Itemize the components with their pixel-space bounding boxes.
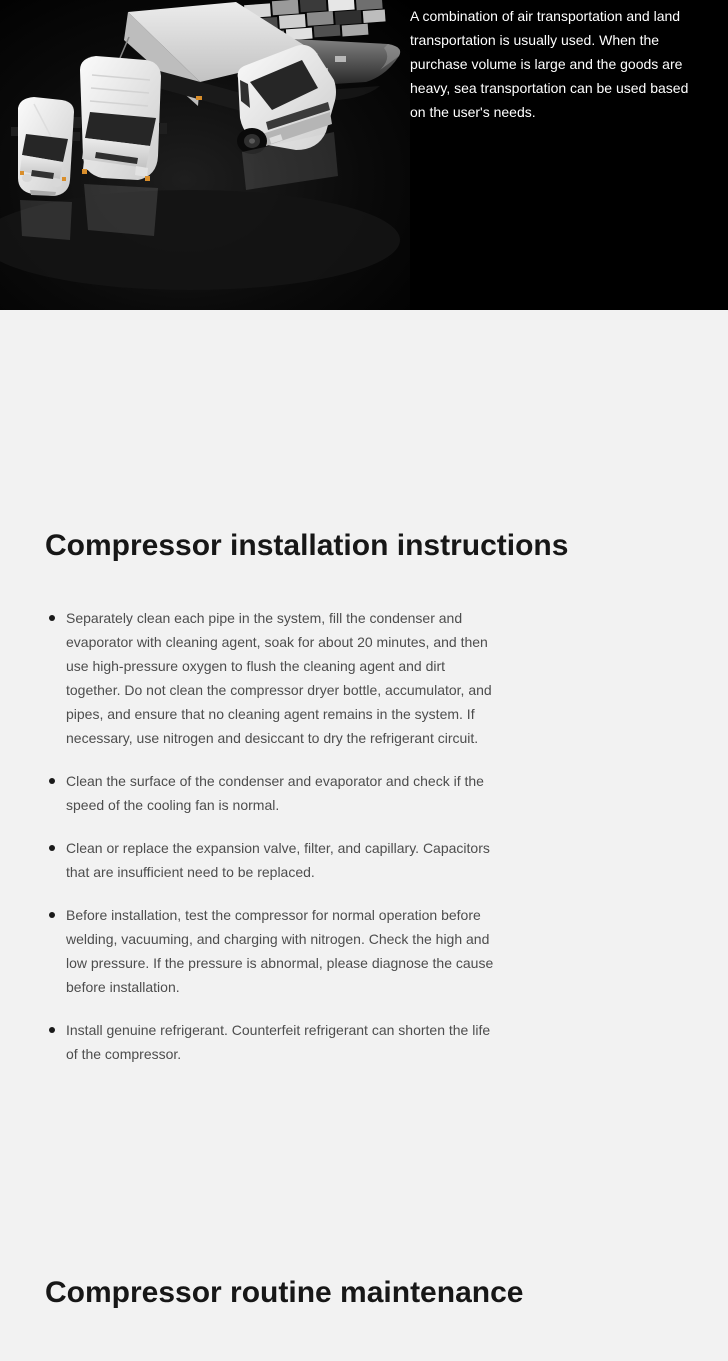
list-item: Clean or replace the expansion valve, filter, and capillary. Capacitors that are insufficient need to be replaced.	[45, 836, 500, 884]
list-item: Clean the surface of the condenser and evaporator and check if the speed of the cooling fan is normal.	[45, 769, 500, 817]
installation-section-title: Compressor installation instructions	[45, 529, 569, 562]
content-section	[0, 310, 728, 1361]
list-item: Separately clean each pipe in the system, fill the condenser and evaporator with cleaning agent, soak for about 20 minutes, and then use high-pressure oxygen to flush the cleaning agent and dirt together. Do not clean the compressor dryer bottle, accumulator, and pipes, and ensure that no cleaning agent remains in the system. If necessary, use nitrogen and desiccant to dry the refrigerant circuit.	[45, 606, 500, 750]
small-van	[11, 97, 80, 196]
list-item: Install genuine refrigerant. Counterfeit refrigerant can shorten the life of the compressor.	[45, 1018, 500, 1066]
maintenance-section-title: Compressor routine maintenance	[45, 1276, 524, 1309]
cargo-vehicles-photo	[0, 0, 410, 310]
hero-caption: A combination of air transportation and land transportation is usually used. When the purchase volume is large and the goods are heavy, sea transportation can be used based on the user's needs.	[410, 8, 689, 120]
hero-section	[0, 0, 728, 310]
installation-bullet-list	[45, 606, 500, 1066]
list-item: Before installation, test the compressor for normal operation before welding, vacuuming, and charging with nitrogen. Check the high and low pressure. If the pressure is abnormal, please diagnose the cause before installation.	[45, 903, 500, 999]
